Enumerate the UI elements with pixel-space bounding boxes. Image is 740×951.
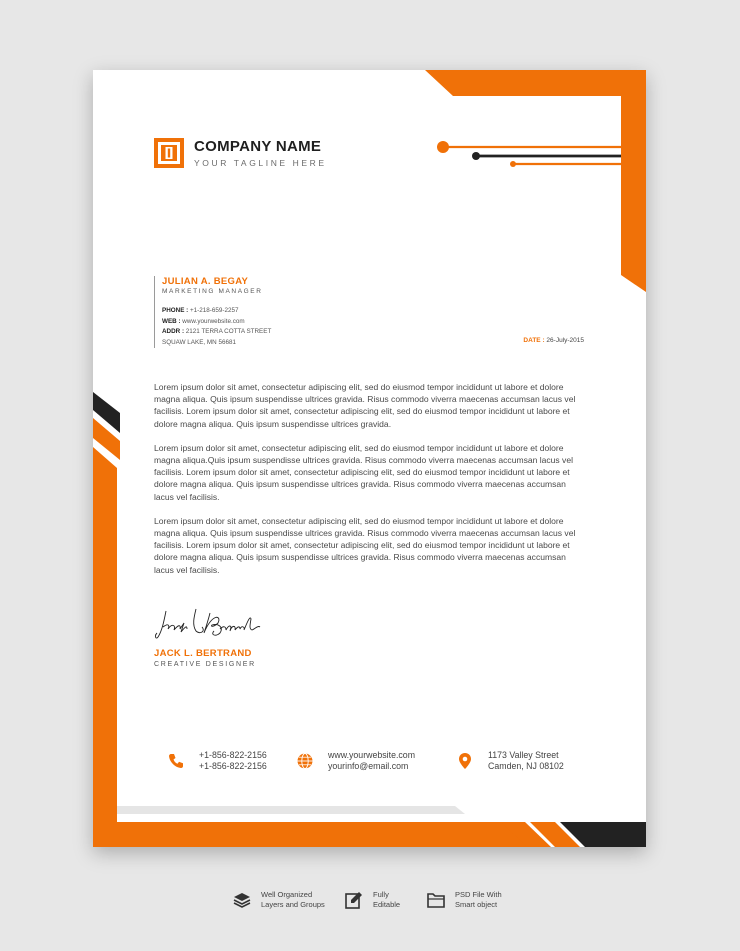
signature-block: [154, 605, 264, 668]
footer-website: www.yourwebsite.com: [328, 750, 416, 760]
addr-label: ADDR :: [162, 328, 185, 335]
map-pin-icon: [456, 752, 474, 770]
sender-role: MARKETING MANAGER: [162, 288, 263, 295]
sender-name: JULIAN A. BEGAY: [162, 276, 249, 287]
body-paragraph-1: Lorem ipsum dolor sit amet, consectetur adipiscing elit, sed do eiusmod tempor incididunt ut labore et dolore magna aliqua. Quis ipsum suspendisse ultrices gravida. Risus commodo viverra maecenas accumsan lacus vel facilisis. Lorem ipsum dolor sit amet, consectetur adipiscing elit, sed do eiusmod tempor incididunt ut labore et dolore magna aliqua. Quis ipsum suspendisse ultrices gravida.: [154, 382, 576, 429]
sender-address-line1: 2121 TERRA COTTA STREET: [185, 328, 272, 335]
letter-body: [154, 381, 586, 588]
footer-email: yourinfo@email.com: [328, 760, 409, 771]
badge-editable: [344, 890, 400, 910]
badge-editable-line1: Fully: [373, 890, 389, 899]
footer-phone-2: +1-856-822-2156: [199, 760, 267, 771]
company-name: COMPANY NAME: [194, 138, 322, 155]
signer-name: JACK L. BERTRAND: [154, 648, 252, 659]
footer-web: [296, 750, 415, 771]
badge-psd: [426, 890, 502, 910]
edit-icon: [344, 890, 364, 910]
badge-psd-line2: Smart object: [455, 900, 498, 909]
date-label: DATE :: [523, 337, 545, 344]
sender-web: www.yourwebsite.com: [182, 317, 245, 325]
badge-layers-line1: Well Organized: [261, 890, 313, 899]
layers-icon: [232, 890, 252, 910]
sender-block: [154, 276, 271, 348]
sender-address-line2: SQUAW LAKE, MN 56681: [162, 338, 236, 346]
badge-layers-line2: Layers and Groups: [261, 900, 325, 909]
phone-icon: [167, 752, 185, 770]
letterhead-page: [93, 70, 646, 847]
badge-layers: [232, 890, 325, 910]
footer-phone: [167, 750, 267, 771]
date-value: 26-July-2015: [546, 337, 584, 344]
letter-date: [523, 337, 584, 344]
body-paragraph-3: Lorem ipsum dolor sit amet, consectetur adipiscing elit, sed do eiusmod tempor incididunt ut labore et dolore magna aliqua. Quis ipsum suspendisse ultrices gravida. Risus commodo viverra maecenas accumsan lacus vel facilisis. Lorem ipsum dolor sit amet, consectetur adipiscing elit, sed do eiusmod tempor incididunt ut labore et dolore magna aliqua. Quis ipsum suspendisse ultrices gravida. Risus commodo viverra maecenas accumsan lacus vel facilisis.: [154, 515, 576, 575]
company-block: [194, 138, 327, 168]
phone-label: PHONE :: [162, 307, 189, 314]
file-icon: [426, 890, 446, 910]
web-label: WEB :: [162, 317, 181, 325]
footer-phone-1: +1-856-822-2156: [199, 750, 267, 760]
handwritten-signature: [154, 605, 264, 645]
badge-editable-line2: Editable: [373, 900, 401, 909]
feature-badges: [0, 890, 740, 920]
globe-icon: [296, 752, 314, 770]
footer-address-line1: 1173 Valley Street: [488, 750, 559, 760]
company-tagline: YOUR TAGLINE HERE: [194, 158, 327, 168]
body-paragraph-2: Lorem ipsum dolor sit amet, consectetur adipiscing elit, sed do eiusmod tempor incididunt ut labore et dolore magna aliqua.Quis ipsum suspendisse ultrices gravida. Risus commodo viverra maecenas accumsan lacus vel facilisis. Lorem ipsum dolor sit amet, consectetur adipiscing elit, sed do eiusmod tempor incididunt ut labore et dolore magna aliqua. Quis ipsum suspendisse ultrices gravida. Risus commodo viverra maecenas accumsan lacus vel facilisis.: [154, 442, 573, 502]
header-dot-large: [437, 141, 449, 153]
header-dot-small: [510, 161, 516, 167]
sender-contact: [162, 306, 271, 348]
header-dot-dark: [472, 152, 480, 160]
sender-phone: +1-218-659-2257: [190, 307, 239, 314]
signer-role: CREATIVE DESIGNER: [154, 661, 256, 668]
badge-psd-line1: PSD File With: [455, 890, 502, 899]
top-right-frame-shape: [425, 70, 646, 292]
company-logo: [154, 138, 184, 168]
footer-address: [456, 750, 564, 771]
footer-address-line2: Camden, NJ 08102: [488, 760, 564, 771]
bottom-gray-band: [117, 806, 465, 814]
